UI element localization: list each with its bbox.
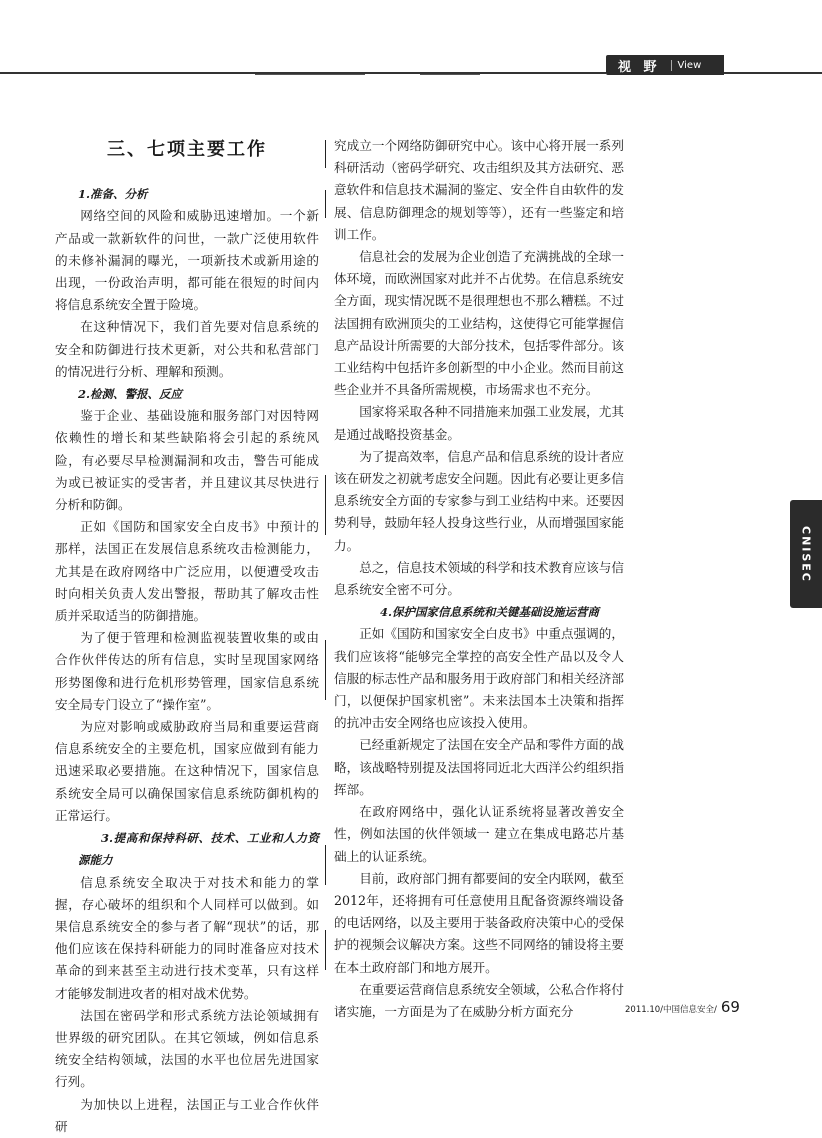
paragraph: 在政府网络中，强化认证系统将显著改善安全性，例如法国的伙伴领域一 建立在集成电路芯片基础上的认证系统。 (334, 804, 624, 864)
issue-label: 2011.10/中国信息安全/ (625, 1005, 717, 1015)
paragraph: 网络空间的风险和威胁迅速增加。一个新产品或一款新软件的问世，一款广泛使用软件的未修补漏洞的曝光，一项新技术或新用途的出现，一份政治声明，都可能在很短的时间内将信息系统安全置于险境。 (55, 208, 319, 313)
page-footer (625, 998, 740, 1016)
paragraph: 法国在密码学和形式系统方法论领域拥有世界级的研究团队。在其它领域，例如信息系统安全结构领域，法国的水平也位居先进国家行列。 (55, 1007, 319, 1090)
column-divider (325, 140, 326, 168)
paragraph: 为了提高效率，信息产品和信息系统的设计者应该在研发之初就考虑安全问题。因此有必要让更多信息系统安全方面的专家参与到工业结构中来。还要因势利导，鼓励年轻人投身这些行业，从而增强国家能力。 (334, 448, 624, 553)
section-label: 视 野 (618, 59, 661, 75)
paragraph: 究成立一个网络防御研究中心。该中心将开展一系列科研活动（密码学研究、攻击组织及其方法研究、恶意软件和信息技术漏洞的鉴定、安全件自由软件的发展、信息防御理念的规划等等），还有一些鉴定和培训工作。 (334, 138, 624, 242)
side-tab-label: CNISEC (799, 525, 813, 583)
header-rule (724, 72, 822, 74)
section-title: 三、七项主要工作 (107, 139, 267, 160)
section-tab (606, 55, 724, 75)
paragraph: 正如《国防和国家安全白皮书》中预计的那样，法国正在发展信息系统攻击检测能力，尤其是在政府网络中广泛应用，以便遭受攻击时向相关负责人发出警报，帮助其了解攻击性质并采取适当的防御措施。 (55, 519, 319, 624)
paragraph: 鉴于企业、基础设施和服务部门对因特网依赖性的增长和某些缺陷将会引起的系统风险，有必要尽早检测漏洞和攻击，警告可能成为或已被证实的受害者，并且建议其尽快进行分析和防御。 (55, 408, 319, 513)
subheading: 4.保护国家信息系统和关键基础设施运营商 (380, 605, 600, 620)
header-decoration (255, 74, 365, 75)
column-divider (325, 845, 326, 885)
paragraph: 在这种情况下，我们首先要对信息系统的安全和防御进行技术更新，对公共和私营部门的情况进行分析、理解和预测。 (55, 319, 319, 379)
paragraph: 正如《国防和国家安全白皮书》中重点强调的，我们应该将“能够完全掌控的高安全性产品以及令人信服的标志性产品和服务用于政府部门和相关经济部门，以便保护国家机密”。未来法国本土决策和指挥的抗冲击安全网络也应该投入使用。 (334, 626, 624, 731)
paragraph: 在重要运营商信息系统安全领域，公私合作将付诸实施，一方面是为了在威胁分析方面充分 (334, 981, 624, 1019)
left-column (55, 135, 319, 1138)
paragraph: 信息社会的发展为企业创造了充满挑战的全球一体环境，而欧洲国家对此并不占优势。在信息系统安全方面，现实情况既不是很理想也不那么糟糕。不过法国拥有欧洲顶尖的工业结构，这使得它可能掌握信息产品设计所需要的大部分技术，包括零件部分。该工业结构中包括许多创新型的中小企业。然而目前这些企业并不具备所需规模，市场需求也不充分。 (334, 249, 624, 398)
subheading: 1.准备、分析 (78, 187, 148, 202)
subheading: 2.检测、警报、反应 (78, 387, 183, 402)
subheading: 3.提高和保持科研、技术、工业和人力资源能力 (78, 831, 319, 868)
column-divider (325, 930, 326, 970)
side-tab (790, 500, 822, 608)
paragraph: 为应对影响或威胁政府当局和重要运营商信息系统安全的主要危机，国家应做到有能力迅速采取必要措施。在这种情况下，国家信息系统安全局可以确保国家信息系统防御机构的正常运行。 (55, 719, 319, 823)
header-decoration (420, 74, 480, 75)
right-column (334, 135, 624, 1023)
column-divider (325, 475, 326, 535)
paragraph: 国家将采取各种不同措施来加强工业发展，尤其是通过战略投资基金。 (334, 404, 624, 442)
paragraph: 目前，政府部门拥有都要间的安全内联网，截至2012年，还将拥有可任意使用且配备资源终端设备的电话网络，以及主要用于装备政府决策中心的受保护的视频会议解决方案。这些不同网络的铺设将主要在本土政府部门和地方展开。 (334, 870, 624, 975)
page-number: 69 (720, 998, 740, 1016)
paragraph: 信息系统安全取决于对技术和能力的掌握，存心破坏的组织和个人同样可以做到。如果信息系统安全的参与者了解“现状”的话，那他们应该在保持科研能力的同时准备应对技术革命的到来甚至主动进行技术变革，只有这样才能够发制进攻者的相对战术优势。 (55, 874, 319, 1001)
column-divider (325, 190, 326, 218)
paragraph: 总之，信息技术领域的科学和技术教育应该与信息系统安全密不可分。 (334, 559, 624, 598)
paragraph: 为加快以上进程，法国正与工业合作伙伴研 (55, 1096, 319, 1134)
paragraph: 为了便于管理和检测监视装置收集的或由合作伙伴传达的所有信息，实时呈现国家网络形势图像和进行危机形势管理，国家信息系统安全局专门设立了“操作室”。 (55, 630, 319, 712)
column-divider (325, 640, 326, 700)
paragraph: 已经重新规定了法国在安全产品和零件方面的战略，该战略特别提及法国将同近北大西洋公约组织指挥部。 (334, 737, 624, 797)
section-label-en: View (671, 60, 702, 71)
